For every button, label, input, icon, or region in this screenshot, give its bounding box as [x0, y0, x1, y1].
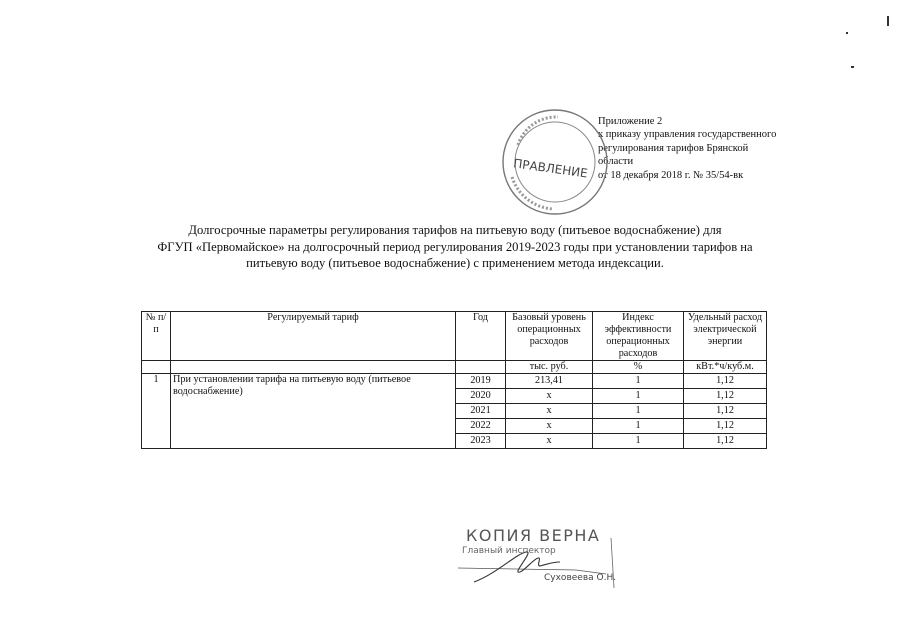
copy-stamp-title: КОПИЯ ВЕРНА: [466, 526, 601, 545]
cell-index: 1: [593, 374, 684, 389]
unit-index: %: [593, 361, 684, 374]
appendix-line: регулирования тарифов Брянской: [598, 142, 749, 154]
cell-base: 213,41: [506, 374, 593, 389]
scan-mark: [887, 16, 889, 26]
appendix-line: области: [598, 156, 634, 168]
row-number: 1: [142, 374, 171, 449]
copy-stamp-role: Главный инспектор: [462, 546, 556, 556]
cell-base: х: [506, 389, 593, 404]
cell-index: 1: [593, 404, 684, 419]
unit-base: тыс. руб.: [506, 361, 593, 374]
header-num: № п/п: [142, 312, 171, 361]
scan-mark: [846, 32, 848, 34]
header-tariff: Регулируемый тариф: [171, 312, 456, 361]
table-units-row: [142, 361, 767, 374]
appendix-line: от 18 декабря 2018 г. № 35/54-вк: [598, 169, 744, 181]
cell-index: 1: [593, 434, 684, 449]
unit-specific: кВт.*ч/куб.м.: [684, 361, 767, 374]
cell-year: 2021: [456, 404, 506, 419]
appendix-block: [598, 115, 898, 182]
cell-index: 1: [593, 389, 684, 404]
cell-base: х: [506, 434, 593, 449]
cell-base: х: [506, 404, 593, 419]
title-line: питьевую воду (питьевое водоснабжение) с применением метода индексации.: [246, 256, 664, 270]
cell-specific: 1,12: [684, 404, 767, 419]
seal-center-text: ПРАВЛЕНИЕ: [512, 156, 589, 181]
title-line: ФГУП «Первомайское» на долгосрочный период регулирования 2019-2023 годы при установлении тарифов на: [157, 239, 753, 254]
appendix-line: к приказу управления государственного: [598, 129, 777, 141]
header-year: Год: [456, 312, 506, 361]
cell-specific: 1,12: [684, 419, 767, 434]
appendix-line: Приложение 2: [598, 116, 663, 127]
tariff-name: При установлении тарифа на питьевую воду (питьевое водоснабжение): [171, 374, 456, 449]
cell-index: 1: [593, 419, 684, 434]
cell-year: 2023: [456, 434, 506, 449]
header-base: Базовый уровень операционных расходов: [506, 312, 593, 361]
cell-year: 2020: [456, 389, 506, 404]
header-index: Индекс эффективности операционных расходов: [593, 312, 684, 361]
cell-specific: 1,12: [684, 374, 767, 389]
units-spacer: [142, 361, 171, 374]
table-header-row: [142, 312, 767, 361]
cell-specific: 1,12: [684, 389, 767, 404]
table-row: [142, 374, 767, 389]
cell-year: 2022: [456, 419, 506, 434]
tariff-parameters-table: [141, 311, 767, 449]
cell-base: х: [506, 419, 593, 434]
cell-specific: 1,12: [684, 434, 767, 449]
header-specific: Удельный расход электрической энергии: [684, 312, 767, 361]
title-line: Долгосрочные параметры регулирования тарифов на питьевую воду (питьевое водоснабжение) для: [188, 223, 722, 237]
units-spacer: [456, 361, 506, 374]
round-seal-stamp: [498, 105, 613, 220]
cell-year: 2019: [456, 374, 506, 389]
copy-certified-stamp: [456, 524, 621, 592]
copy-stamp-name: Суховеева О.Н.: [544, 573, 617, 583]
scan-mark: [851, 66, 854, 68]
document-title: [100, 222, 810, 272]
units-spacer: [171, 361, 456, 374]
